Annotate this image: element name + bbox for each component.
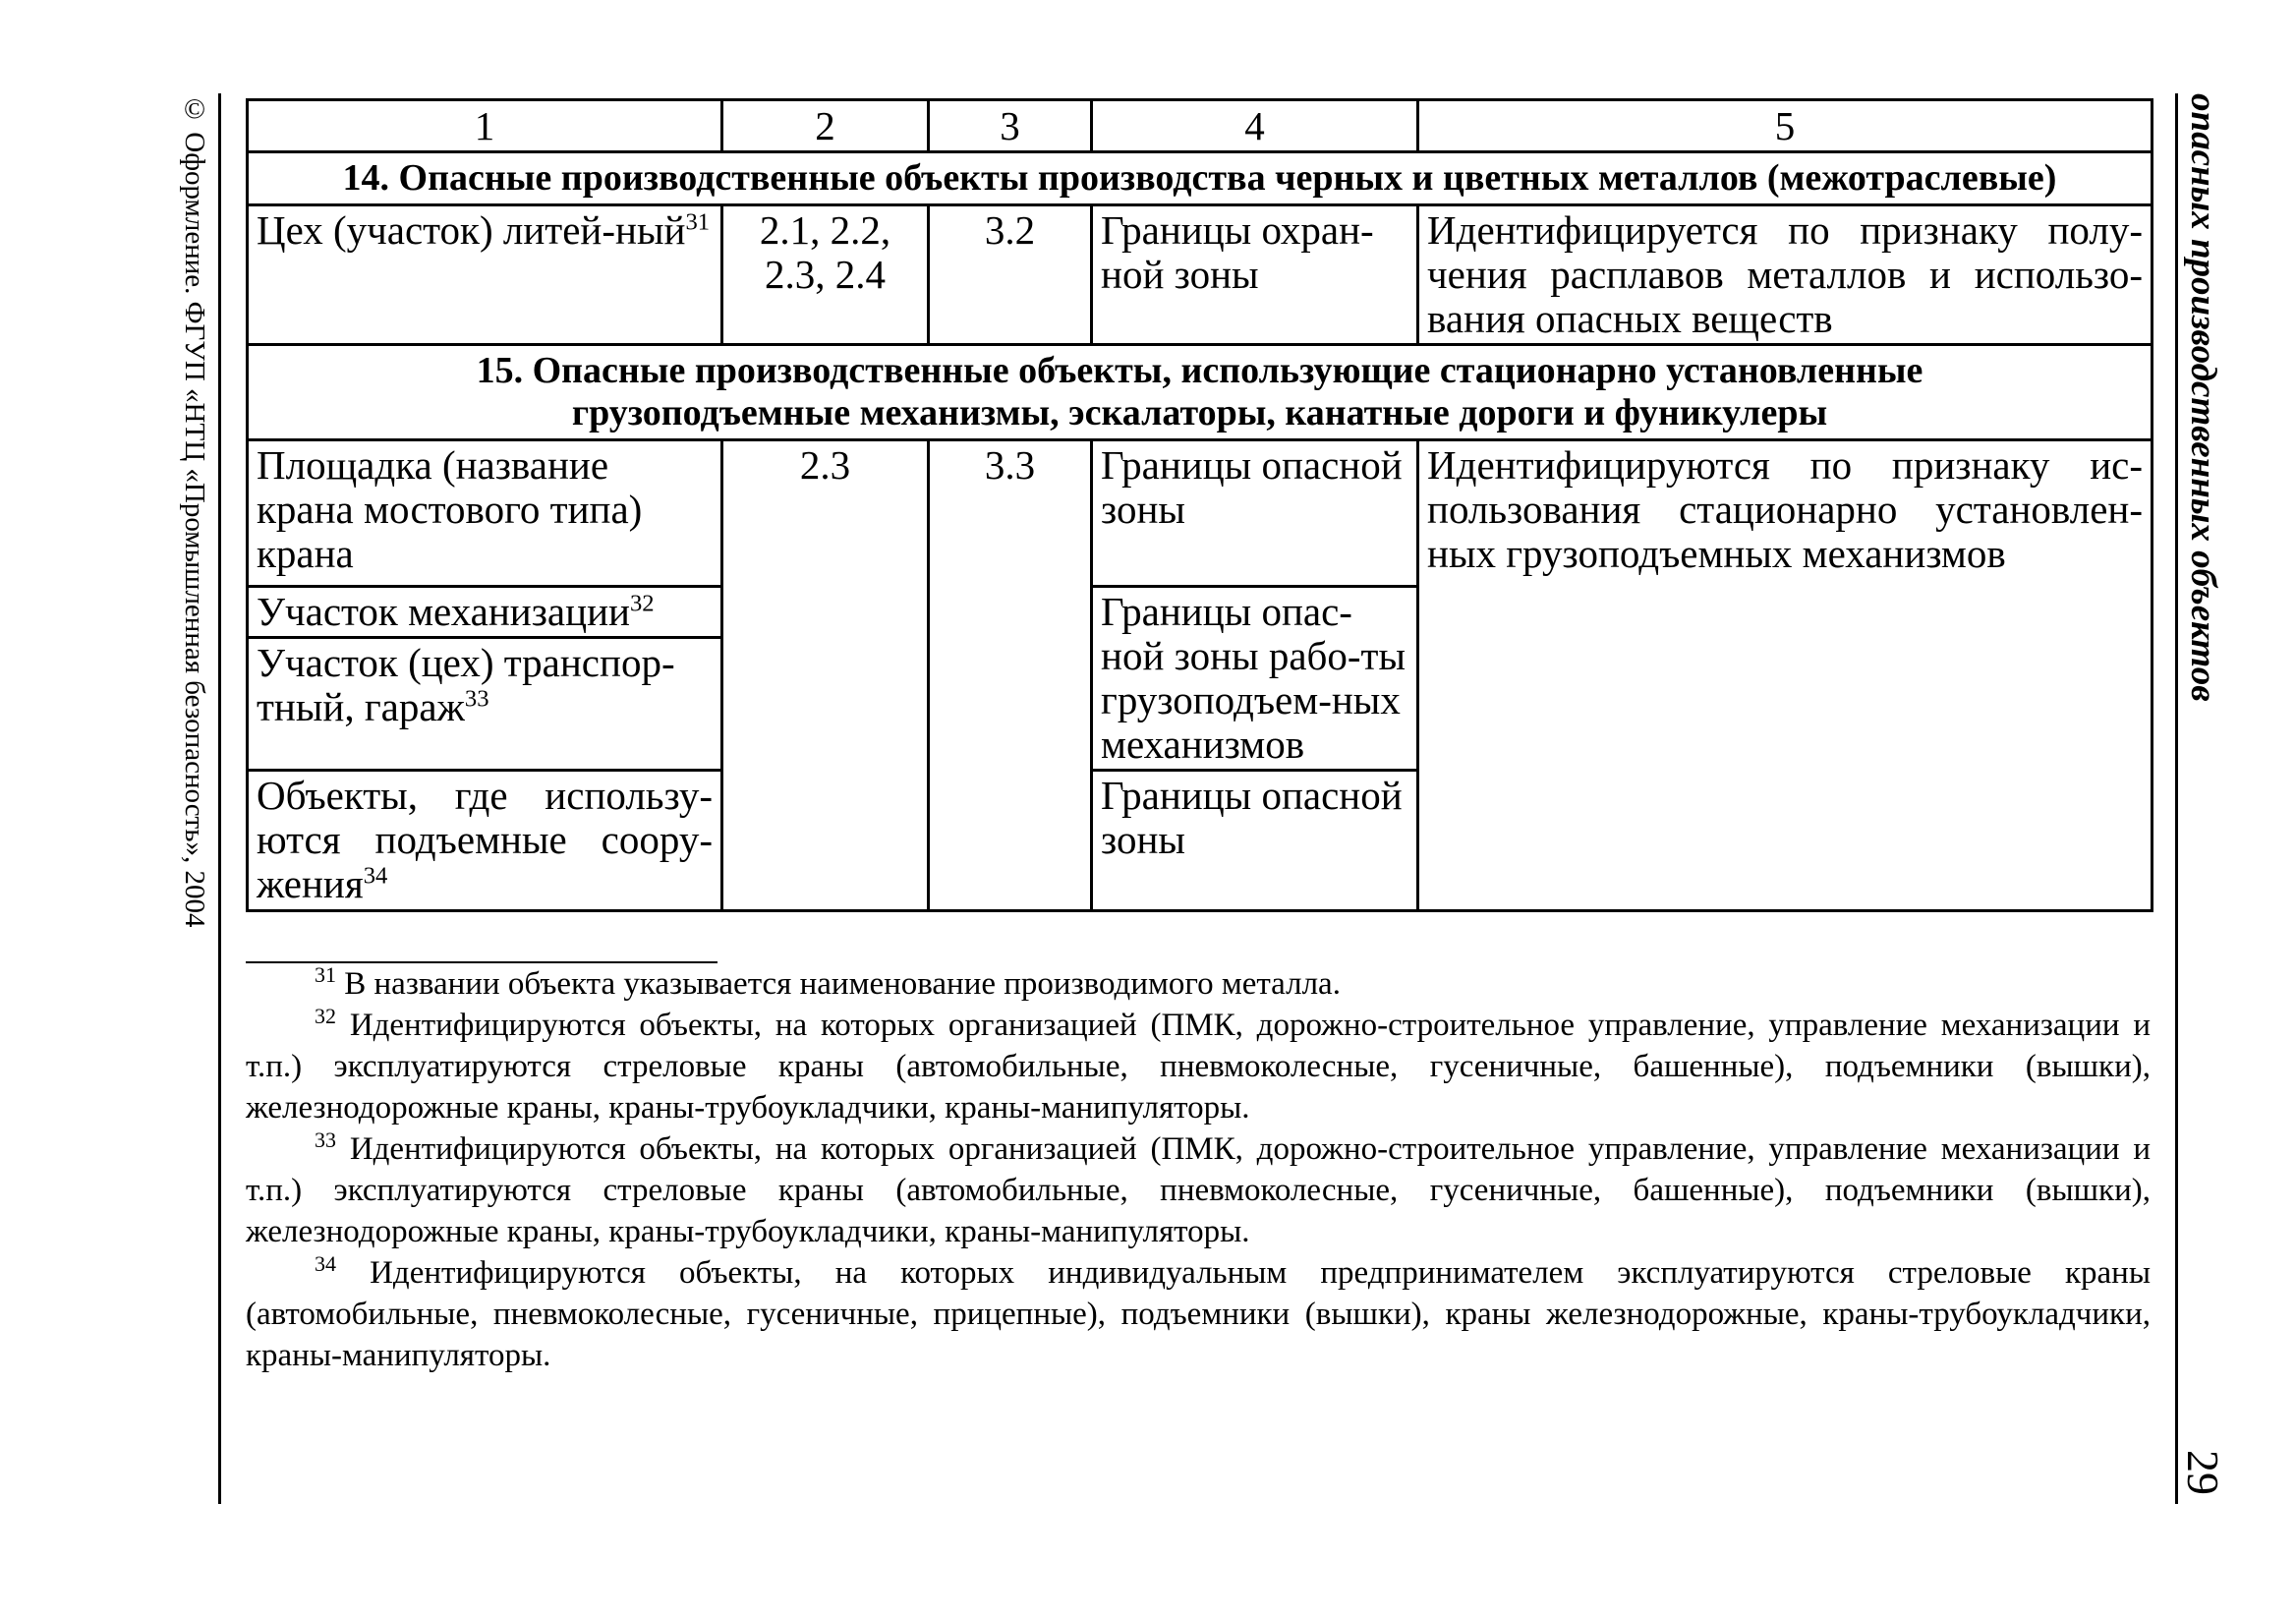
identification-table <box>246 98 2153 912</box>
object-name: Цех (участок) литей-ный <box>257 207 686 253</box>
class-cell: 3.2 <box>929 205 1092 345</box>
boundary-cell: Границы охран-ной зоны <box>1092 205 1418 345</box>
column-number: 3 <box>929 100 1092 152</box>
footnotes <box>246 963 2151 1376</box>
footnote <box>246 963 2151 1005</box>
section-15-title <box>248 345 2152 440</box>
left-margin-rule <box>218 93 221 1504</box>
table-row <box>248 440 2152 587</box>
footnote-number: 32 <box>315 1004 336 1028</box>
table-row <box>248 205 2152 345</box>
column-number: 4 <box>1092 100 1418 152</box>
running-header: опасных производственных объектов <box>2183 93 2223 702</box>
object-name: Участок механизации <box>257 589 630 634</box>
object-cell <box>248 771 722 911</box>
section-14-title: 14. Опасные производственные объекты производства черных и цветных металлов (межотраслевые) <box>248 152 2152 205</box>
section-14-header-row <box>248 152 2152 205</box>
footnote-number: 31 <box>315 962 336 987</box>
footnote <box>246 1005 2151 1128</box>
footnote-text: В названии объекта указывается наименование производимого металла. <box>344 966 1341 1002</box>
footnote-number: 33 <box>315 1127 336 1152</box>
object-cell: Площадка (название крана мостового типа) крана <box>248 440 722 587</box>
boundary-cell: Границы опасной зоны <box>1092 771 1418 911</box>
boundary-cell: Границы опас-ной зоны рабо-ты грузоподъем-ных механизмов <box>1092 587 1418 771</box>
column-number: 2 <box>722 100 929 152</box>
footnote-ref: 34 <box>363 862 388 890</box>
footnote-number: 34 <box>315 1251 336 1276</box>
section-15-title-line-1: 15. Опасные производственные объекты, использующие стационарно установленные <box>476 350 1923 391</box>
footnote-ref: 31 <box>685 208 711 236</box>
footnote-text: Идентифицируются объекты, на которых организацией (ПМК, дорожно-строительное управление, управление механизации и т.п.) эксплуатируются стреловые краны (автомобильные, пневмоколесные, гусеничные, башенные), подъемники (вышки), железнодорожные краны, краны-трубоукладчики, краны-манипуляторы. <box>246 1131 2152 1249</box>
class-cell: 3.3 <box>929 440 1092 911</box>
object-name: Объекты, где использу-ются подъемные соору-жения <box>257 773 713 906</box>
footnote-ref: 33 <box>464 685 489 713</box>
column-number: 1 <box>248 100 722 152</box>
footnote <box>246 1128 2151 1252</box>
column-number: 5 <box>1418 100 2152 152</box>
section-15-header-row <box>248 345 2152 440</box>
footnote <box>246 1252 2151 1376</box>
copyright-margin-text: © Оформление. ФГУП «НТЦ «Промышленная безопасность», 2004 <box>179 93 210 928</box>
footnote-text: Идентифицируются объекты, на которых организацией (ПМК, дорожно-строительное управление, управление механизации и т.п.) эксплуатируются стреловые краны (автомобильные, пневмоколесные, гусеничные, башенные), подъемники (вышки), железнодорожные краны, краны-трубоукладчики, краны-манипуляторы. <box>246 1008 2152 1126</box>
identification-cell: Идентифицируется по признаку полу-чения расплавов металлов и использо-вания опасных веществ <box>1418 205 2152 345</box>
object-cell <box>248 587 722 638</box>
criteria-cell: 2.1, 2.2, 2.3, 2.4 <box>722 205 929 345</box>
boundary-cell: Границы опасной зоны <box>1092 440 1418 587</box>
object-name: Участок (цех) транспор-тный, гараж <box>257 640 675 729</box>
criteria-cell: 2.3 <box>722 440 929 911</box>
identification-cell: Идентифицируются по признаку ис-пользования стационарно установлен-ных грузоподъемных механизмов <box>1418 440 2152 911</box>
footnote-text: Идентифицируются объекты, на которых индивидуальным предпринимателем эксплуатируются стреловые краны (автомобильные, пневмоколесные, гусеничные, прицепные), подъемники (вышки), краны железнодорожные, краны-трубоукладчики, краны-манипуляторы. <box>246 1255 2151 1373</box>
section-15-title-line-2: грузоподъемные механизмы, эскалаторы, канатные дороги и фуникулеры <box>571 392 1828 433</box>
object-cell <box>248 638 722 771</box>
page-number: 29 <box>2178 1450 2228 1495</box>
footnote-ref: 32 <box>629 590 655 617</box>
object-cell <box>248 205 722 345</box>
column-number-row <box>248 100 2152 152</box>
